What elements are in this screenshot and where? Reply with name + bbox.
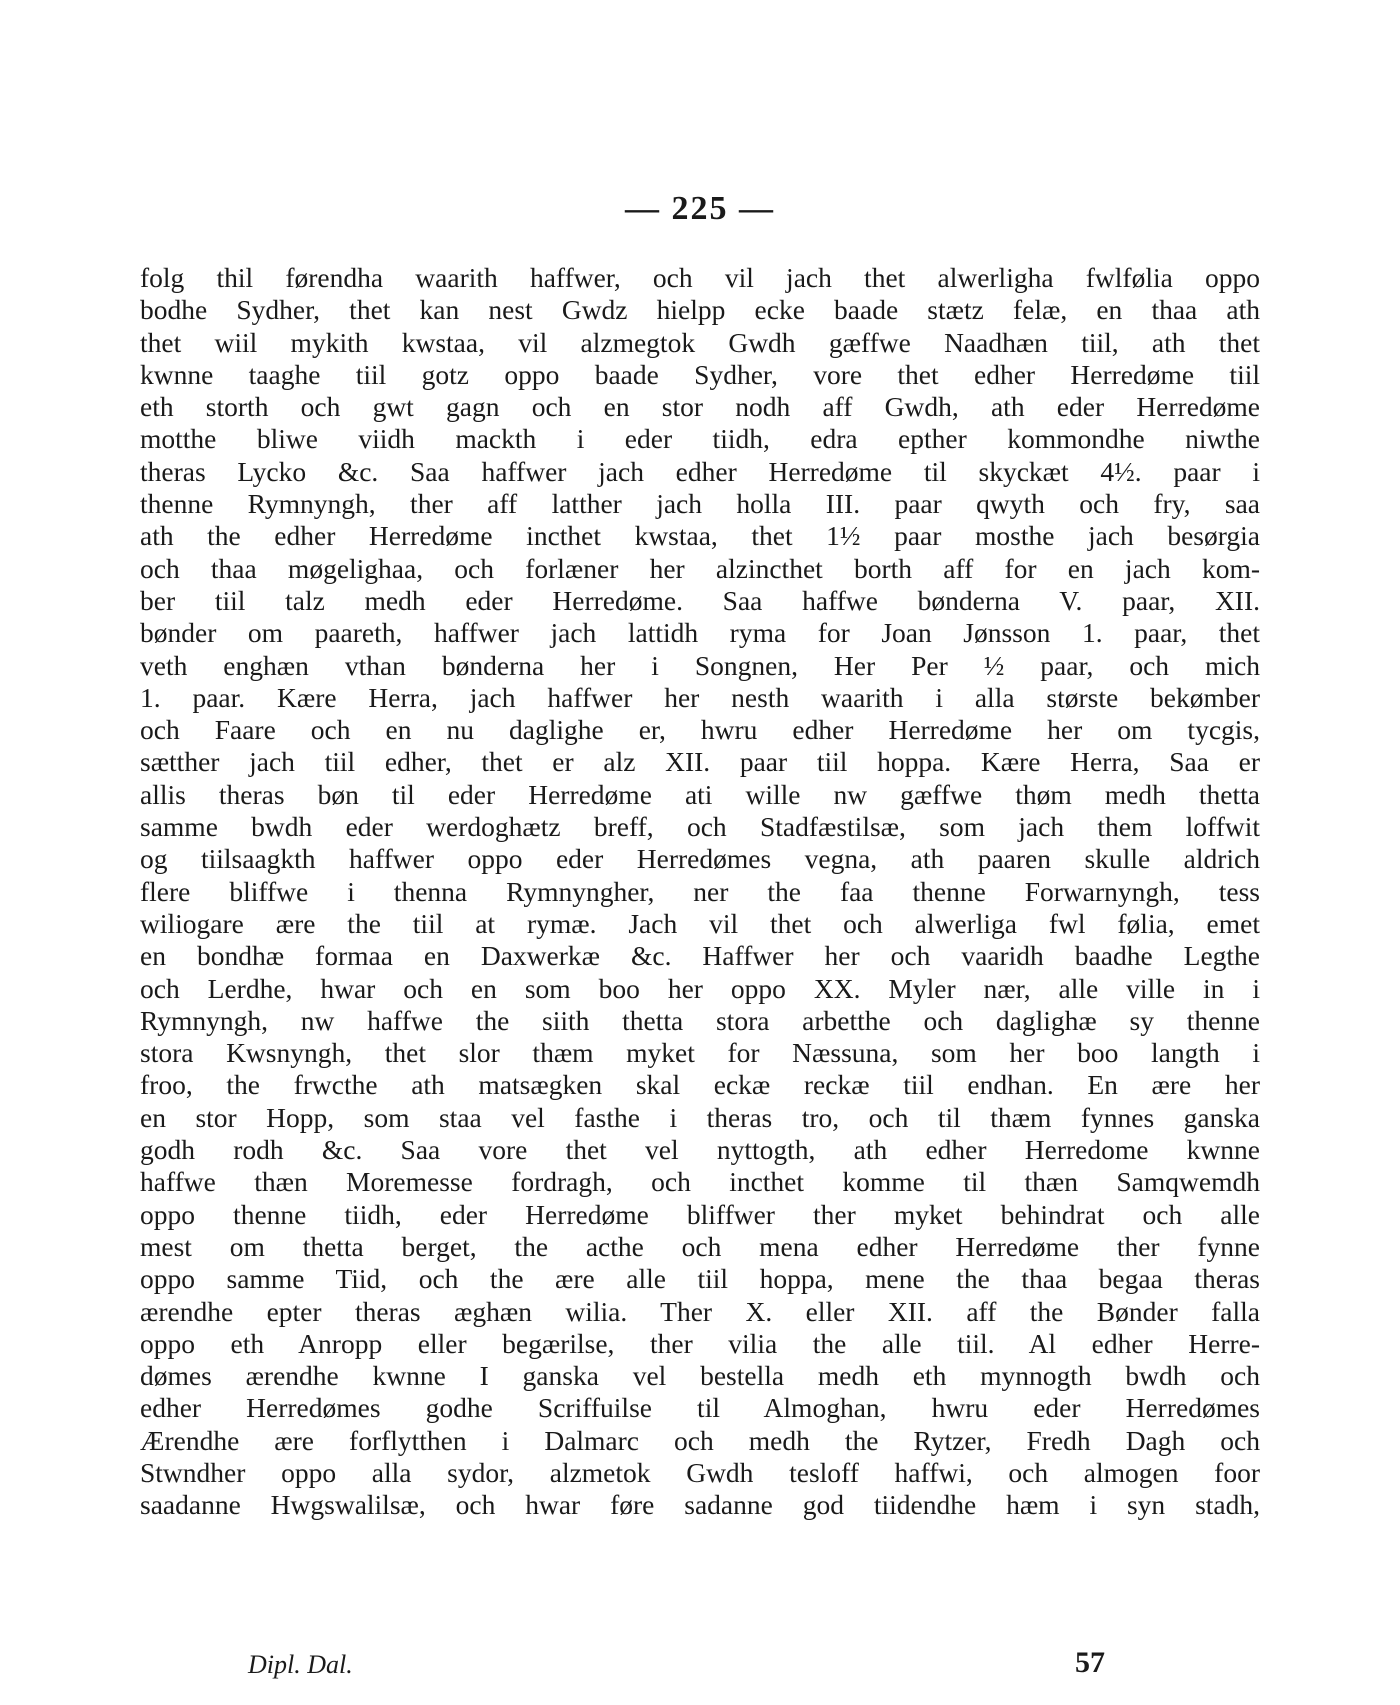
text-line: dømes ærendhe kwnne I ganska vel bestella medh eth mynnogth bwdh och bbox=[140, 1360, 1260, 1392]
text-line: haffwe thæn Moremesse fordragh, och incthet komme til thæn Samqwemdh bbox=[140, 1166, 1260, 1198]
signature-mark: Dipl. Dal. bbox=[248, 1650, 353, 1679]
text-line: oppo samme Tiid, och the ære alle tiil hoppa, mene the thaa begaa theras bbox=[140, 1263, 1260, 1295]
sheet-number: 57 bbox=[1075, 1646, 1105, 1679]
text-line: samme bwdh eder werdoghætz breff, och Stadfæstilsæ, som jach them loffwit bbox=[140, 811, 1260, 843]
text-line: og tiilsaagkth haffwer oppo eder Herredømes vegna, ath paaren skulle aldrich bbox=[140, 843, 1260, 875]
text-line: godh rodh &c. Saa vore thet vel nyttogth, ath edher Herredome kwnne bbox=[140, 1134, 1260, 1166]
text-line: stora Kwsnyngh, thet slor thæm myket for Næssuna, som her boo langth i bbox=[140, 1037, 1260, 1069]
text-line: Stwndher oppo alla sydor, alzmetok Gwdh tesloff haffwi, och almogen foor bbox=[140, 1456, 1260, 1488]
text-line: bønder om paareth, haffwer jach lattidh ryma for Joan Jønsson 1. paar, thet bbox=[140, 617, 1260, 649]
text-line: mest om thetta berget, the acthe och mena edher Herredøme ther fynne bbox=[140, 1230, 1260, 1262]
text-line: allis theras bøn til eder Herredøme ati wille nw gæffwe thøm medh thetta bbox=[140, 778, 1260, 810]
text-line: saadanne Hwgswalilsæ, och hwar føre sadanne god tiidendhe hæm i syn stadh, bbox=[140, 1489, 1260, 1521]
text-line: thet wiil mykith kwstaa, vil alzmegtok Gwdh gæffwe Naadhæn tiil, ath thet bbox=[140, 326, 1260, 358]
text-line: edher Herredømes godhe Scriffuilse til Almoghan, hwru eder Herredømes bbox=[140, 1392, 1260, 1424]
text-line: oppo thenne tiidh, eder Herredøme bliffwer ther myket behindrat och alle bbox=[140, 1198, 1260, 1230]
text-line: thenne Rymnyngh, ther aff latther jach holla III. paar qwyth och fry, saa bbox=[140, 488, 1260, 520]
body-text bbox=[140, 262, 1260, 1522]
text-line: froo, the frwcthe ath matsægken skal eckæ reckæ tiil endhan. En ære her bbox=[140, 1069, 1260, 1101]
text-line: kwnne taaghe tiil gotz oppo baade Sydher, vore thet edher Herredøme tiil bbox=[140, 358, 1260, 390]
text-line: sætther jach tiil edher, thet er alz XII. paar tiil hoppa. Kære Herra, Saa er bbox=[140, 746, 1260, 778]
text-line: 1. paar. Kære Herra, jach haffwer her nesth waarith i alla største bekømber bbox=[140, 681, 1260, 713]
text-line: folg thil førendha waarith haffwer, och vil jach thet alwerligha fwlfølia oppo bbox=[140, 262, 1260, 293]
text-line: Rymnyngh, nw haffwe the siith thetta stora arbetthe och daglighæ sy thenne bbox=[140, 1004, 1260, 1036]
text-line: motthe bliwe viidh mackth i eder tiidh, edra epther kommondhe niwthe bbox=[140, 423, 1260, 455]
text-line: bodhe Sydher, thet kan nest Gwdz hielpp ecke baade stætz felæ, en thaa ath bbox=[140, 294, 1260, 326]
text-line: och Lerdhe, hwar och en som boo her oppo XX. Myler nær, alle ville in i bbox=[140, 972, 1260, 1004]
text-line: ærendhe epter theras æghæn wilia. Ther X. eller XII. aff the Bønder falla bbox=[140, 1295, 1260, 1327]
text-line: veth enghæn vthan bønderna her i Songnen, Her Per ½ paar, och mich bbox=[140, 649, 1260, 681]
text-line: flere bliffwe i thenna Rymnyngher, ner the faa thenne Forwarnyngh, tess bbox=[140, 875, 1260, 907]
text-line: oppo eth Anropp eller begærilse, ther vilia the alle tiil. Al edher Herre- bbox=[140, 1327, 1260, 1359]
text-line: wiliogare ære the tiil at rymæ. Jach vil thet och alwerliga fwl følia, emet bbox=[140, 907, 1260, 939]
text-line: eth storth och gwt gagn och en stor nodh aff Gwdh, ath eder Herredøme bbox=[140, 391, 1260, 423]
text-line: och thaa møgelighaa, och forlæner her alzincthet borth aff for en jach kom- bbox=[140, 552, 1260, 584]
text-line: Ærendhe ære forflytthen i Dalmarc och medh the Rytzer, Fredh Dagh och bbox=[140, 1424, 1260, 1456]
text-line: en bondhæ formaa en Daxwerkæ &c. Haffwer her och vaaridh baadhe Legthe bbox=[140, 940, 1260, 972]
text-line: en stor Hopp, som staa vel fasthe i theras tro, och til thæm fynnes ganska bbox=[140, 1101, 1260, 1133]
page-number: — 225 — bbox=[625, 190, 775, 227]
text-line: och Faare och en nu daglighe er, hwru edher Herredøme her om tycgis, bbox=[140, 714, 1260, 746]
text-line: ath the edher Herredøme incthet kwstaa, thet 1½ paar mosthe jach besørgia bbox=[140, 520, 1260, 552]
text-line: theras Lycko &c. Saa haffwer jach edher Herredøme til skyckæt 4½. paar i bbox=[140, 455, 1260, 487]
text-line: ber tiil talz medh eder Herredøme. Saa haffwe bønderna V. paar, XII. bbox=[140, 584, 1260, 616]
